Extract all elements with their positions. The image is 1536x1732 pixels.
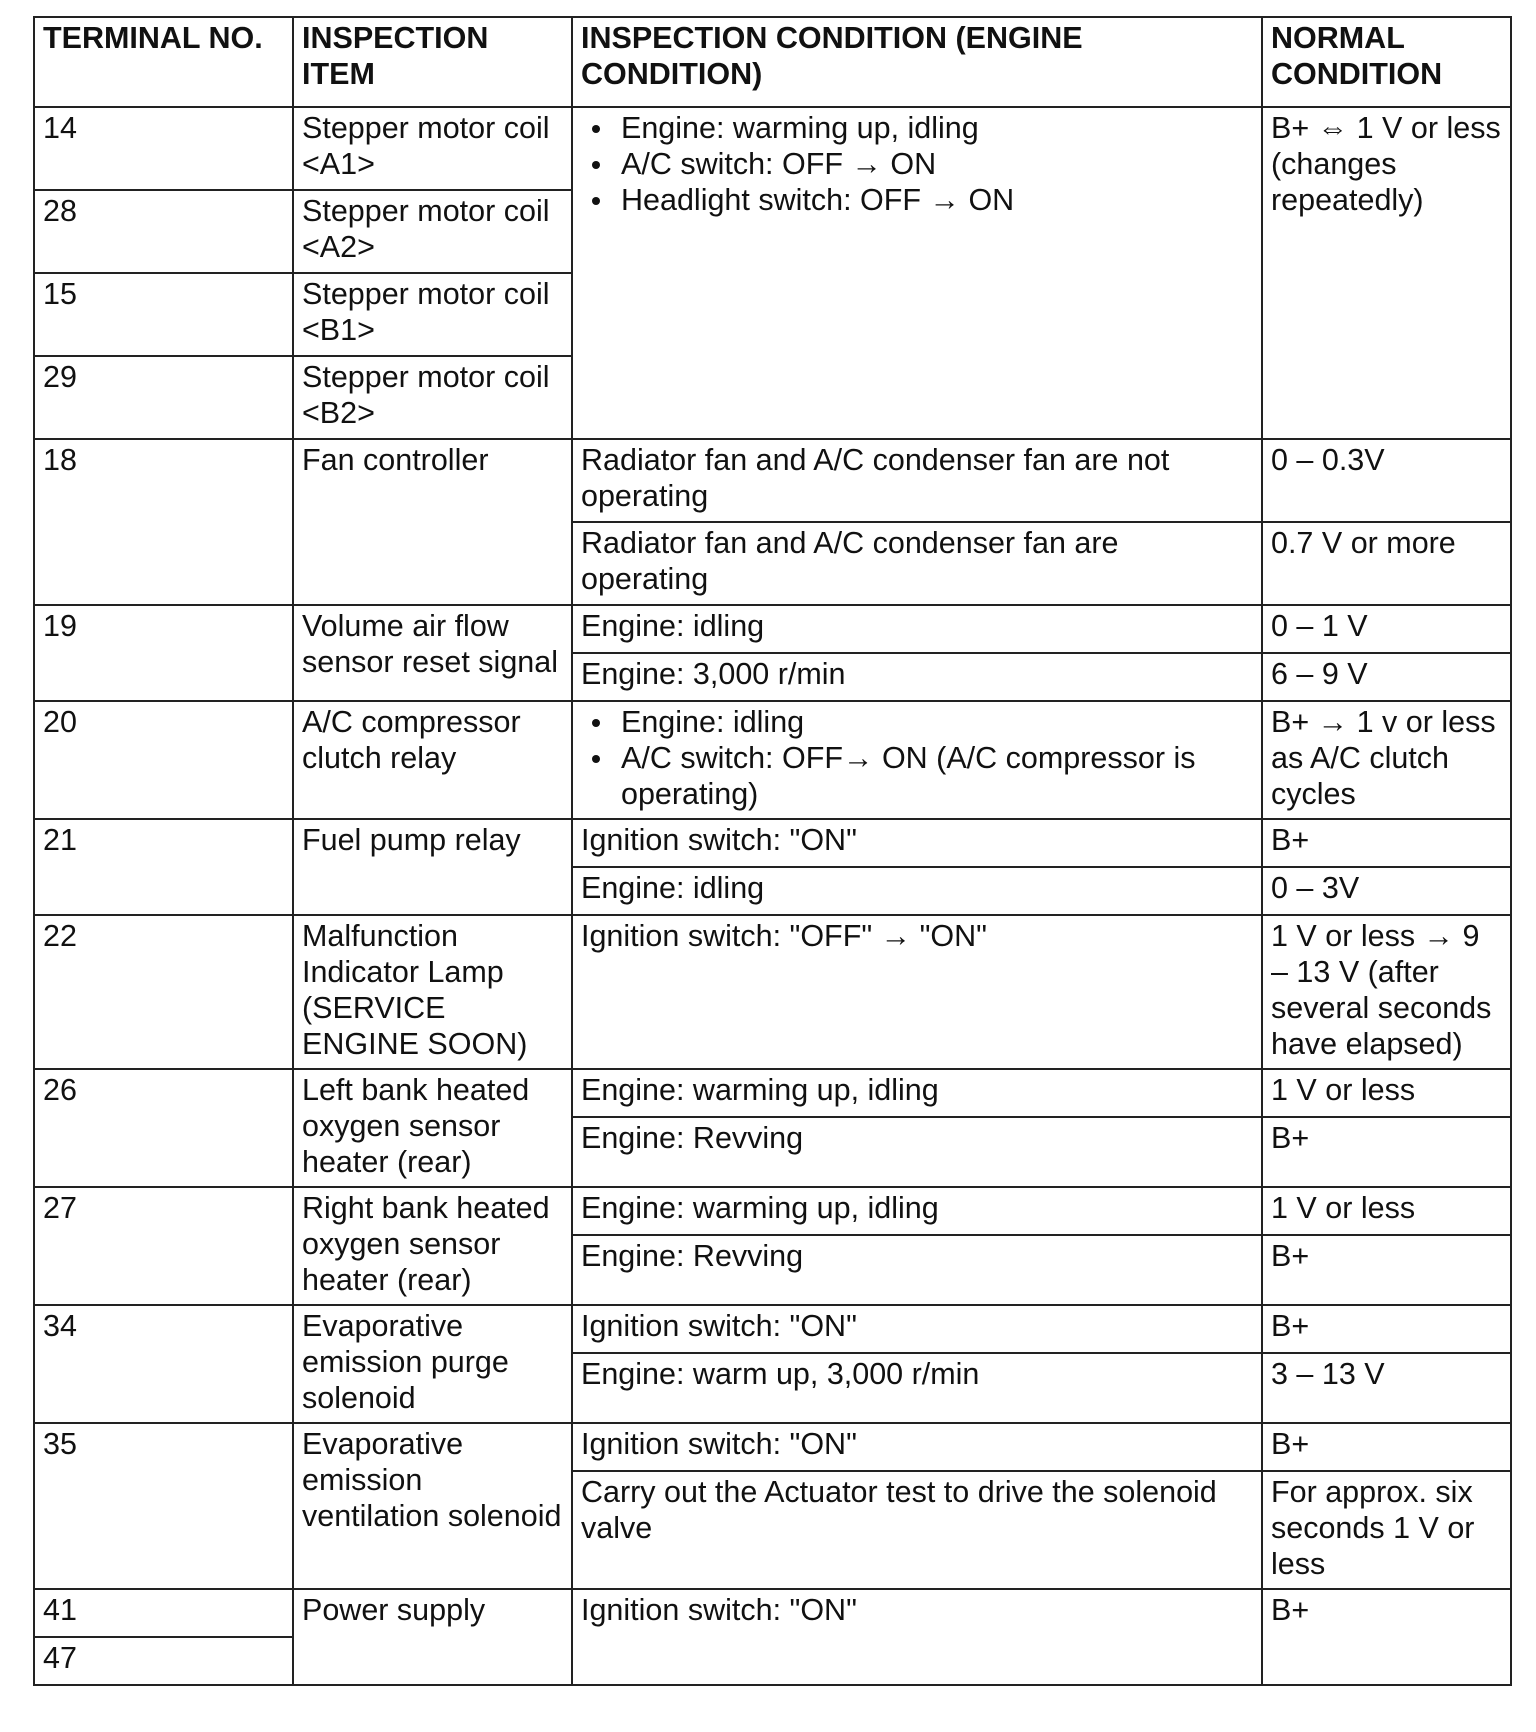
- condition-cell: Engine: idling: [572, 605, 1262, 653]
- terminal-cell: 34: [34, 1305, 293, 1423]
- table-row: [34, 701, 1511, 819]
- item-cell: Left bank heated oxygen sensor heater (rear): [293, 1069, 572, 1187]
- table-row: [34, 107, 1511, 190]
- list-item: A/C switch: OFF → ON: [581, 146, 1253, 182]
- normal-cell: 3 – 13 V: [1262, 1353, 1511, 1423]
- condition-cell: Radiator fan and A/C condenser fan are operating: [572, 522, 1262, 605]
- normal-cell: B+: [1262, 1235, 1511, 1305]
- header-row: [34, 17, 1511, 107]
- item-cell: Evaporative emission ventilation solenoid: [293, 1423, 572, 1589]
- normal-cell: 1 V or less → 9 – 13 V (after several seconds have elapsed): [1262, 915, 1511, 1069]
- condition-cell: Engine: warming up, idling: [572, 1187, 1262, 1235]
- item-cell: Stepper motor coil <A2>: [293, 190, 572, 273]
- terminal-cell: 14: [34, 107, 293, 190]
- condition-cell: Ignition switch: "OFF" → "ON": [572, 915, 1262, 1069]
- normal-cell: B+ → 1 v or less as A/C clutch cycles: [1262, 701, 1511, 819]
- table-row: [34, 819, 1511, 867]
- item-cell: Power supply: [293, 1589, 572, 1685]
- terminal-cell: 26: [34, 1069, 293, 1187]
- table-row: [34, 915, 1511, 1069]
- condition-cell: Ignition switch: "ON": [572, 1589, 1262, 1685]
- normal-cell: 0 – 0.3V: [1262, 439, 1511, 522]
- condition-cell: Engine: warming up, idling: [572, 1069, 1262, 1117]
- condition-cell: Radiator fan and A/C condenser fan are not operating: [572, 439, 1262, 522]
- condition-cell: [572, 107, 1262, 439]
- normal-cell: 6 – 9 V: [1262, 653, 1511, 701]
- condition-cell: Engine: idling: [572, 867, 1262, 915]
- table-row: [34, 1069, 1511, 1117]
- terminal-cell: 15: [34, 273, 293, 356]
- item-cell: Volume air flow sensor reset signal: [293, 605, 572, 701]
- table-row: [34, 1305, 1511, 1353]
- normal-cell: B+: [1262, 1117, 1511, 1187]
- normal-cell: 1 V or less: [1262, 1069, 1511, 1117]
- normal-cell: 1 V or less: [1262, 1187, 1511, 1235]
- item-cell: Stepper motor coil <B1>: [293, 273, 572, 356]
- condition-list: [581, 704, 1253, 812]
- terminal-cell: 41: [34, 1589, 293, 1637]
- condition-cell: Carry out the Actuator test to drive the solenoid valve: [572, 1471, 1262, 1589]
- header-normal: NORMAL CONDITION: [1262, 17, 1511, 107]
- item-cell: Fuel pump relay: [293, 819, 572, 915]
- condition-cell: Engine: Revving: [572, 1235, 1262, 1305]
- normal-cell: 0.7 V or more: [1262, 522, 1511, 605]
- normal-cell: B+: [1262, 1589, 1511, 1685]
- table-row: [34, 1423, 1511, 1471]
- table-row: [34, 439, 1511, 522]
- item-cell: Stepper motor coil <B2>: [293, 356, 572, 439]
- terminal-cell: 35: [34, 1423, 293, 1589]
- condition-cell: Ignition switch: "ON": [572, 819, 1262, 867]
- terminal-cell: 22: [34, 915, 293, 1069]
- normal-cell: For approx. six seconds 1 V or less: [1262, 1471, 1511, 1589]
- condition-cell: Ignition switch: "ON": [572, 1423, 1262, 1471]
- header-item: INSPECTION ITEM: [293, 17, 572, 107]
- list-item: Headlight switch: OFF → ON: [581, 182, 1253, 218]
- terminal-cell: 27: [34, 1187, 293, 1305]
- item-cell: Evaporative emission purge solenoid: [293, 1305, 572, 1423]
- terminal-cell: 18: [34, 439, 293, 605]
- condition-cell: Engine: warm up, 3,000 r/min: [572, 1353, 1262, 1423]
- normal-cell: 0 – 1 V: [1262, 605, 1511, 653]
- normal-cell: B+: [1262, 1305, 1511, 1353]
- list-item: Engine: idling: [581, 704, 1253, 740]
- terminal-cell: 28: [34, 190, 293, 273]
- table-row: [34, 1187, 1511, 1235]
- header-condition: INSPECTION CONDITION (ENGINE CONDITION): [572, 17, 1262, 107]
- item-cell: Fan controller: [293, 439, 572, 605]
- terminal-cell: 47: [34, 1637, 293, 1685]
- terminal-cell: 29: [34, 356, 293, 439]
- condition-cell: Ignition switch: "ON": [572, 1305, 1262, 1353]
- condition-list: [581, 110, 1253, 218]
- item-cell: Right bank heated oxygen sensor heater (rear): [293, 1187, 572, 1305]
- item-cell: Malfunction Indicator Lamp (SERVICE ENGINE SOON): [293, 915, 572, 1069]
- item-cell: A/C compressor clutch relay: [293, 701, 572, 819]
- normal-cell: B+: [1262, 1423, 1511, 1471]
- condition-cell: Engine: 3,000 r/min: [572, 653, 1262, 701]
- condition-cell: Engine: Revving: [572, 1117, 1262, 1187]
- inspection-table: [33, 16, 1512, 1686]
- table-row: [34, 605, 1511, 653]
- list-item: Engine: warming up, idling: [581, 110, 1253, 146]
- normal-cell: B+ ⇔ 1 V or less (changes repeatedly): [1262, 107, 1511, 439]
- terminal-cell: 20: [34, 701, 293, 819]
- header-terminal: TERMINAL NO.: [34, 17, 293, 107]
- table-row: [34, 1589, 1511, 1637]
- condition-cell: [572, 701, 1262, 819]
- terminal-cell: 21: [34, 819, 293, 915]
- list-item: A/C switch: OFF→ ON (A/C compressor is operating): [581, 740, 1253, 812]
- terminal-cell: 19: [34, 605, 293, 701]
- item-cell: Stepper motor coil <A1>: [293, 107, 572, 190]
- normal-cell: B+: [1262, 819, 1511, 867]
- normal-cell: 0 – 3V: [1262, 867, 1511, 915]
